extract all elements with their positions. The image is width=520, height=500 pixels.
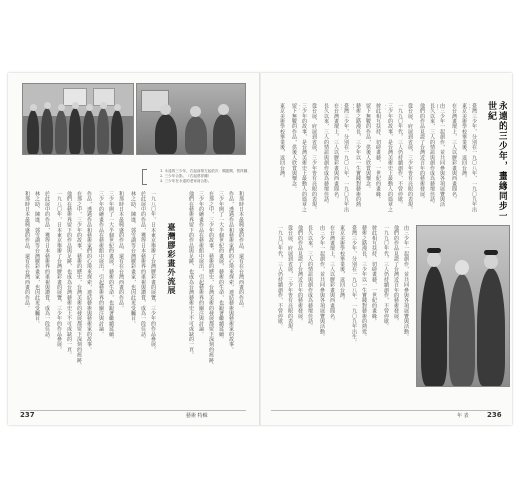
caption-3: 3. 三少年在永遠的老家前合影。	[160, 179, 212, 183]
caption-1: 1. 永遠的三少年，右起前排左起依次：閻振興、蔡祥鍾、	[160, 169, 251, 173]
text-column: 林之助、陳進、郭雪湖等台灣膠彩畫家，也因此更受矚目。	[34, 191, 40, 327]
text-column: 在台灣畫壇上，三人以膠彩畫與西畫聞名。	[451, 103, 457, 202]
text-column: 三少年的繪畫作品在藝術館中展出，引起藝術界的關注與討論。	[198, 191, 204, 337]
chapter-title: 永遠的三少年，畫緣同步一世紀	[486, 101, 507, 221]
text-column: 東京美術學校畢業後，返回台灣。	[461, 103, 467, 181]
text-column: 由三少年一起創作，並共同參與各項展覽與活動。	[403, 225, 409, 340]
text-column: 彼此相互扶持、切磋畫藝，一世紀的畫緣。	[371, 225, 377, 324]
three-elders-photo	[416, 225, 510, 387]
caption-bracket	[142, 169, 147, 185]
text-column: 從台展、府展到省展，三少年皆有亮眼的表現。	[287, 225, 293, 335]
text-column: 在台灣畫壇上，三人以膠彩畫與西畫聞名。	[333, 103, 339, 202]
text-column: 由三少年一起創作，並共同參與各項展覽與活	[439, 103, 445, 207]
footer-rule	[20, 410, 246, 411]
text-column: 東京美術學校畢業後，返回台灣。	[279, 103, 285, 181]
text-column: 在台灣畫壇上，三人以膠彩畫與西畫聞名。	[329, 225, 335, 324]
left-page	[8, 73, 258, 425]
text-column: 一九九〇年代，三人仍持續創作，不曾停歇。	[397, 103, 403, 207]
text-column: 一九九〇年代，三人仍持續創作，不曾停歇。	[383, 225, 389, 329]
text-column: 和那時日本最興盛的作品、還有在台灣西畫的作品。	[118, 191, 124, 311]
text-column: 在那之中，三少年的故事，藝術的歷史，台灣美術的發展都留下深刻的痕跡。	[208, 191, 214, 368]
text-column: 從台展、府展到省展，三少年皆有亮眼的表現。	[407, 103, 413, 213]
text-column: 長久以來，三人的情誼與創作成為藝壇佳話。	[323, 103, 329, 207]
text-column: 他們在藝術界留下的作品與足跡，也成為台灣藝術史上不可或缺的一頁。	[188, 191, 194, 358]
page-number: 237	[20, 411, 35, 419]
text-column: 三少年開了一大半個世紀的畫展，藝術的生命，也跟著繼續延續。	[218, 191, 224, 342]
text-column: 長久以來，三人的情誼與創作成為藝壇佳話。	[307, 225, 313, 329]
text-column: 一九九〇年代，三人仍持續創作，不曾停歇。	[277, 225, 283, 329]
text-column: 和那時日本最興盛的作品、還有在台灣西畫的作品。	[24, 191, 30, 311]
text-column: 三少年的故事，是台灣美術史上最動人的篇章之	[301, 103, 307, 213]
text-column: 從台展、府展到省展，三少年皆有亮眼的表現。	[311, 103, 317, 213]
trio-photo	[136, 83, 246, 155]
text-column: 藝術之路漫長，三少年以一生實踐對藝術的熱	[355, 103, 361, 207]
text-column: 臺灣三少年，分別在一九〇八年，一九〇九年出	[343, 103, 349, 213]
page-number: 236	[487, 411, 502, 419]
section-heading: 臺灣膠彩畫外流展	[167, 223, 177, 295]
text-column: 他們的作品見證了台灣近百年的藝術發展。	[393, 225, 399, 324]
caption-2: 2. 三少年合影。（右起蔡祥鍾）	[160, 174, 212, 178]
text-column: 作品，透過作品和藝術家們的心境來探索，連結藝術與藝術家的故事。	[228, 191, 234, 353]
text-column: 由三少年一起創作，並共同參與各項展覽與活動。	[319, 225, 325, 340]
text-column: 他們的作品見證了台灣近百年的藝術發展。	[297, 225, 303, 324]
text-column: 三少年開了一大半個世紀的畫展，藝術的生命，也跟著繼續延續。	[108, 191, 114, 342]
text-column: 留下無數的作品，供後人欣賞與懷念。	[365, 103, 371, 192]
text-column: 於此展中的作品，獲得日本藝術界的重視與讚賞，成為一段佳話。	[44, 191, 50, 342]
text-column: 臺灣三少年，分別在一九〇八年，一九〇九年出生。	[351, 225, 357, 345]
text-column: 臺灣三少年，分別在一九〇八年，一九〇九年出	[471, 103, 477, 213]
text-column: 藝術之路漫長，三少年以一生實踐對藝術的熱愛。	[361, 225, 367, 340]
footer-rule	[271, 410, 499, 411]
text-column: 一九八〇年，日本東京舉辦了台灣膠彩畫的展覽，三少年的作品參展。	[56, 191, 62, 353]
text-column: 作品，透過作品和藝術家們的心境來探索，連結藝術與藝術家的故事。	[86, 191, 92, 353]
left-running-head: 藝術 特輯	[186, 413, 208, 419]
text-column: 和那時日本最興盛的作品、還有在台灣西畫的作品。	[238, 191, 244, 311]
right-footer	[487, 411, 502, 419]
photo-captions	[160, 169, 252, 184]
text-column: 林之助、陳進、郭雪湖等台灣膠彩畫家，也因此更受矚目。	[130, 191, 136, 327]
text-column: 彼此相互扶持、切磋畫藝，一世紀的畫緣。	[375, 103, 381, 202]
text-column: 他們的作品見證了台灣近百年的藝術發展。	[419, 103, 425, 202]
text-column: 於此展中的作品，獲得日本藝術界的重視與讚賞，成為一段佳話。	[140, 191, 146, 342]
text-column: 三少年的故事，是台灣美術史上最動人的篇章之	[387, 103, 393, 213]
text-column: 留下無數的作品，供後人欣賞與懷念。	[291, 103, 297, 192]
text-column: 一九八〇年，日本東京舉辦了台灣膠彩畫的展覽，三少年的作品參展。	[150, 191, 156, 353]
text-column: 在那之中，三少年的故事，藝術的歷史，台灣美術的發展都留下深刻的痕跡。	[76, 191, 82, 368]
text-column: 長久以來，三人的情誼與創作成為藝壇佳話。	[429, 103, 435, 207]
text-column: 他們在藝術界留下的作品與足跡，也成為台灣藝術史上不可或缺的一頁。	[66, 191, 72, 358]
text-column: 東京美術學校畢業後，返回台灣。	[339, 225, 345, 303]
group-photo	[22, 83, 134, 155]
right-page	[261, 73, 511, 425]
text-column: 三少年的繪畫作品在藝術館中展出，引起藝術界的關注與討論。	[98, 191, 104, 337]
book-spread	[8, 73, 512, 425]
right-running-head: 年 表	[457, 413, 469, 419]
left-footer	[20, 411, 35, 419]
